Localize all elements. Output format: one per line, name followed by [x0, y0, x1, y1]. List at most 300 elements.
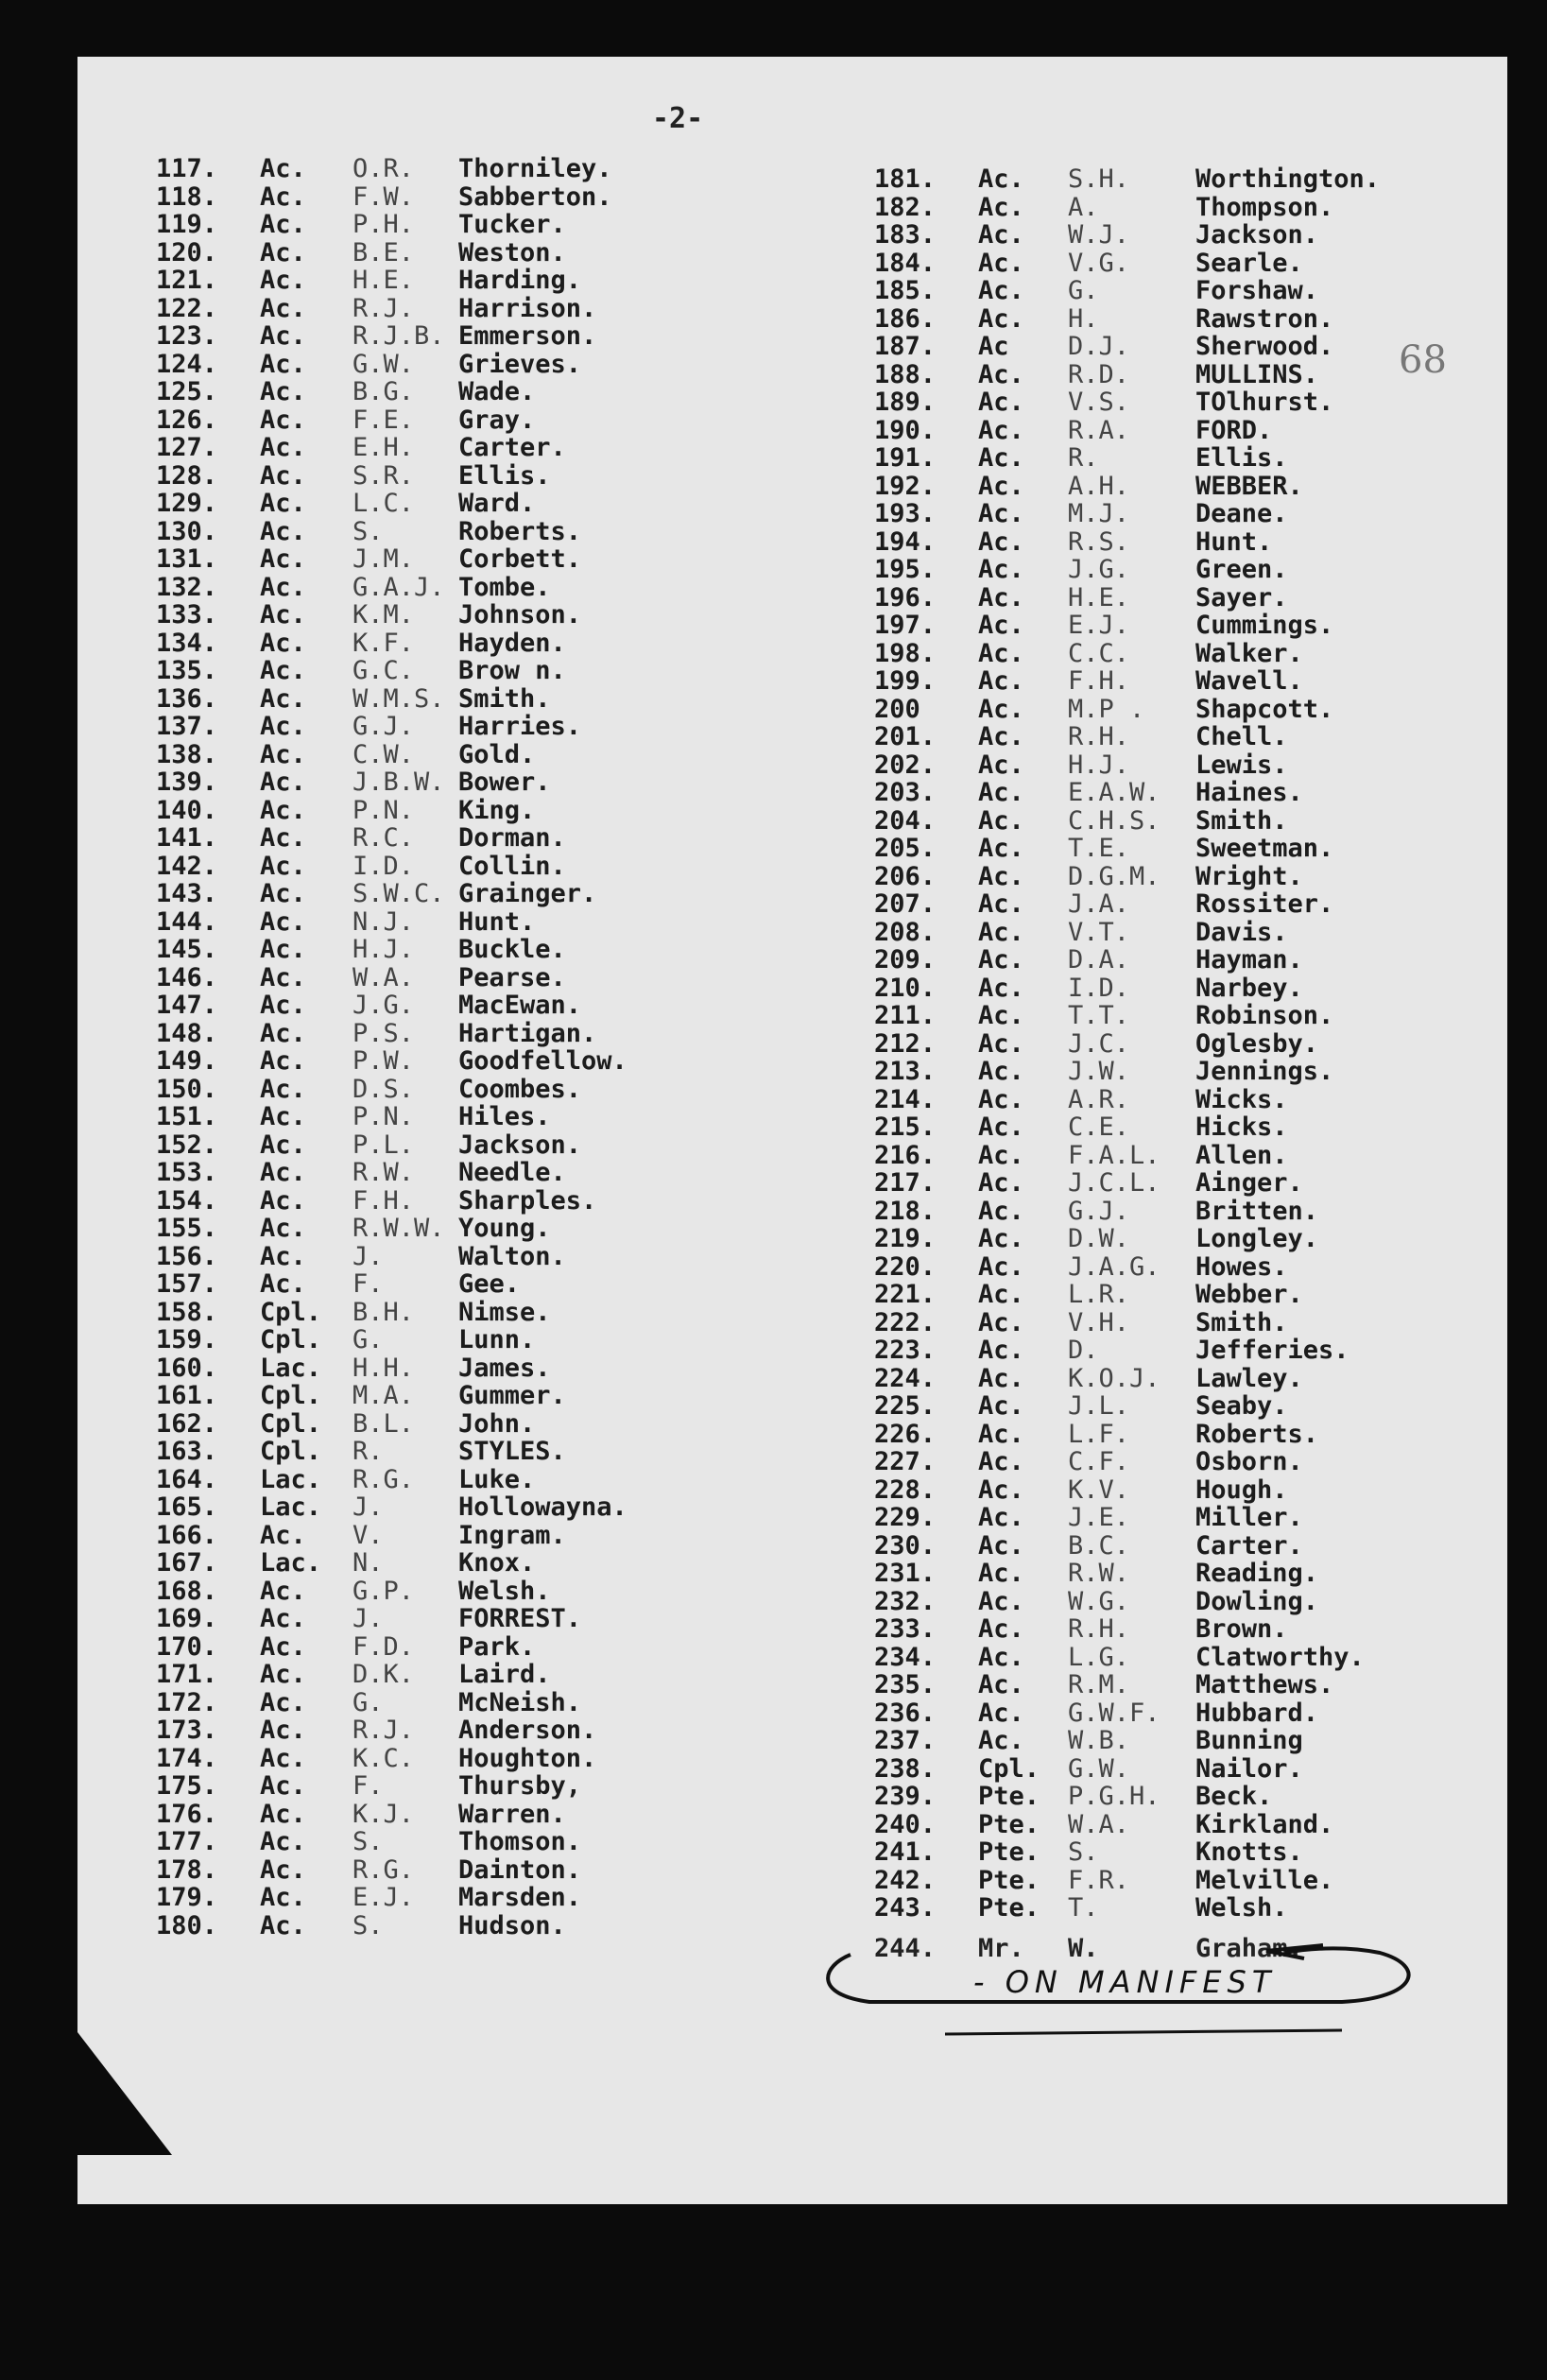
roster-name: Welsh.	[1195, 1893, 1288, 1923]
roster-init: K.F.	[352, 628, 415, 658]
roster-name: Hunt.	[458, 906, 536, 937]
roster-name: Oglesby.	[1195, 1028, 1319, 1059]
struck-rank: Mr.	[978, 1934, 1024, 1963]
roster-num: 120.	[156, 237, 218, 267]
roster-init: R.H.	[1068, 722, 1130, 751]
roster-rank: Ac.	[260, 1631, 306, 1662]
roster-init: S.	[352, 1910, 384, 1940]
roster-name: Sweetman.	[1195, 834, 1334, 863]
roster-name: Dainton.	[458, 1854, 582, 1885]
roster-rank: Ac.	[260, 1102, 306, 1131]
roster-name: Lawley.	[1195, 1363, 1303, 1393]
roster-rank: Pte.	[978, 1809, 1040, 1839]
roster-rank: Ac.	[260, 377, 306, 406]
roster-name: Nailor.	[1195, 1753, 1303, 1784]
roster-init: G.	[1068, 276, 1099, 305]
roster-num: 117.	[156, 154, 218, 183]
roster-name: Grieves.	[458, 349, 582, 379]
roster-name: Hudson.	[458, 1910, 566, 1940]
roster-name: Forshaw.	[1195, 276, 1319, 305]
roster-num: 215.	[874, 1112, 937, 1142]
roster-name: Gold.	[458, 739, 536, 769]
roster-init: W.M.S.	[352, 683, 445, 714]
roster-num: 239.	[874, 1782, 937, 1811]
roster-rank: Ac.	[260, 1660, 306, 1689]
roster-rank: Ac.	[260, 544, 306, 574]
struck-name: Graham.	[1195, 1934, 1303, 1963]
roster-init: W.B.	[1068, 1726, 1130, 1755]
roster-name: FORD.	[1195, 415, 1273, 445]
roster-init: A.	[1068, 192, 1099, 222]
roster-name: Seaby.	[1195, 1391, 1288, 1421]
roster-num: 196.	[874, 582, 937, 612]
roster-rank: Lac.	[260, 1492, 322, 1522]
roster-rank: Ac.	[260, 1158, 306, 1187]
roster-rank: Ac.	[260, 1018, 306, 1048]
roster-name: Smith.	[1195, 805, 1288, 836]
roster-name: Ellis.	[1195, 443, 1288, 473]
roster-rank: Cpl.	[978, 1753, 1040, 1784]
roster-rank: Cpl.	[260, 1325, 322, 1354]
roster-num: 218.	[874, 1196, 937, 1226]
roster-name: Bower.	[458, 767, 551, 797]
roster-init: J.W.	[1068, 1057, 1130, 1086]
roster-init: C.F.	[1068, 1447, 1130, 1476]
roster-rank: Ac.	[978, 889, 1024, 919]
roster-num: 242.	[874, 1865, 937, 1895]
roster-rank: Ac.	[978, 1726, 1024, 1755]
roster-rank: Ac.	[978, 1336, 1024, 1365]
roster-name: Corbett.	[458, 544, 582, 574]
roster-name: Rossiter.	[1195, 889, 1334, 919]
roster-name: Chell.	[1195, 722, 1288, 751]
roster-init: L.R.	[1068, 1280, 1130, 1309]
roster-init: G.W.	[1068, 1753, 1130, 1784]
roster-init: R.M.	[1068, 1670, 1130, 1699]
roster-init: F.	[352, 1269, 384, 1299]
roster-rank: Ac.	[260, 321, 306, 351]
roster-init: J.A.	[1068, 889, 1130, 919]
roster-rank: Ac.	[260, 266, 306, 295]
roster-rank: Ac.	[978, 248, 1024, 278]
roster-init: R.D.	[1068, 359, 1130, 389]
roster-num: 200	[874, 694, 920, 724]
roster-init: G.	[352, 1687, 384, 1717]
roster-rank: Ac.	[260, 879, 306, 908]
roster-init: R.S.	[1068, 526, 1130, 557]
roster-init: K.M.	[352, 600, 415, 629]
roster-num: 208.	[874, 917, 937, 947]
roster-name: Hiles.	[458, 1102, 551, 1131]
roster-num: 157.	[156, 1269, 218, 1299]
roster-rank: Ac.	[260, 1046, 306, 1076]
roster-rank: Ac.	[978, 945, 1024, 974]
roster-name: Miller.	[1195, 1503, 1303, 1532]
roster-init: C.E.	[1068, 1112, 1130, 1142]
roster-init: R.J.	[352, 1716, 415, 1745]
roster-name: Brown.	[1195, 1614, 1288, 1644]
roster-rank: Ac.	[978, 1698, 1024, 1728]
roster-name: King.	[458, 795, 536, 825]
roster-rank: Ac.	[978, 1057, 1024, 1086]
roster-rank: Ac.	[978, 917, 1024, 947]
roster-num: 139.	[156, 767, 218, 797]
roster-init: J.E.	[1068, 1503, 1130, 1532]
roster-init: F.D.	[352, 1631, 415, 1662]
roster-num: 138.	[156, 739, 218, 769]
roster-name: Hayden.	[458, 628, 566, 658]
roster-num: 159.	[156, 1325, 218, 1354]
roster-num: 225.	[874, 1391, 937, 1421]
roster-num: 183.	[874, 220, 937, 250]
roster-rank: Ac.	[978, 359, 1024, 389]
roster-name: Houghton.	[458, 1743, 597, 1773]
roster-rank: Ac.	[978, 973, 1024, 1003]
roster-rank: Ac.	[978, 666, 1024, 696]
roster-num: 130.	[156, 516, 218, 546]
roster-name: Jennings.	[1195, 1057, 1334, 1086]
roster-num: 127.	[156, 433, 218, 462]
roster-init: K.O.J.	[1068, 1363, 1160, 1393]
roster-name: Worthington.	[1195, 164, 1381, 194]
roster-rank: Lac.	[260, 1464, 322, 1494]
roster-name: Howes.	[1195, 1251, 1288, 1282]
roster-name: Gee.	[458, 1269, 521, 1299]
roster-name: Green.	[1195, 555, 1288, 584]
roster-num: 243.	[874, 1893, 937, 1923]
roster-num: 203.	[874, 778, 937, 807]
roster-name: Tombe.	[458, 572, 551, 602]
roster-name: Hayman.	[1195, 945, 1303, 974]
roster-init: D.G.M.	[1068, 861, 1160, 891]
roster-name: Tucker.	[458, 210, 566, 239]
roster-rank: Ac.	[978, 526, 1024, 557]
roster-num: 150.	[156, 1074, 218, 1104]
roster-init: G.A.J.	[352, 572, 445, 602]
roster-init: B.C.	[1068, 1530, 1130, 1561]
roster-rank: Ac.	[260, 823, 306, 853]
roster-num: 137.	[156, 712, 218, 741]
roster-num: 241.	[874, 1837, 937, 1867]
roster-rank: Ac.	[978, 1475, 1024, 1505]
roster-init: P.G.H.	[1068, 1782, 1160, 1811]
roster-init: H.E.	[352, 266, 415, 295]
roster-rank: Ac.	[260, 433, 306, 462]
roster-num: 131.	[156, 544, 218, 574]
roster-init: L.F.	[1068, 1419, 1130, 1449]
roster-num: 187.	[874, 332, 937, 361]
roster-init: R.J.	[352, 293, 415, 323]
roster-rank: Ac.	[978, 555, 1024, 584]
roster-rank: Ac.	[260, 293, 306, 323]
roster-num: 162.	[156, 1408, 218, 1439]
roster-init: R.C.	[352, 823, 415, 853]
roster-name: Hough.	[1195, 1475, 1288, 1505]
roster-rank: Ac.	[978, 220, 1024, 250]
roster-num: 238.	[874, 1753, 937, 1784]
roster-init: D.K.	[352, 1660, 415, 1689]
roster-rank: Ac.	[260, 181, 306, 212]
roster-rank: Ac.	[260, 154, 306, 183]
roster-num: 194.	[874, 526, 937, 557]
roster-rank: Ac.	[260, 683, 306, 714]
roster-rank: Ac.	[260, 1130, 306, 1160]
roster-num: 178.	[156, 1854, 218, 1885]
roster-name: MULLINS.	[1195, 359, 1319, 389]
roster-num: 170.	[156, 1631, 218, 1662]
roster-rank: Ac.	[260, 795, 306, 825]
roster-rank: Ac.	[978, 1251, 1024, 1282]
roster-num: 122.	[156, 293, 218, 323]
roster-num: 229.	[874, 1503, 937, 1532]
roster-rank: Ac.	[260, 1687, 306, 1717]
roster-rank: Ac.	[260, 349, 306, 379]
roster-init: B.E.	[352, 237, 415, 267]
roster-num: 169.	[156, 1604, 218, 1633]
roster-num: 177.	[156, 1827, 218, 1856]
roster-rank: Ac.	[978, 192, 1024, 222]
roster-name: Gray.	[458, 405, 536, 435]
roster-name: Walton.	[458, 1241, 566, 1271]
roster-rank: Ac.	[260, 767, 306, 797]
roster-name: Dowling.	[1195, 1586, 1319, 1616]
roster-num: 165.	[156, 1492, 218, 1522]
roster-name: Wicks.	[1195, 1084, 1288, 1114]
roster-init: L.C.	[352, 489, 415, 518]
struck-num: 244.	[874, 1934, 937, 1963]
roster-num: 189.	[874, 388, 937, 417]
roster-name: STYLES.	[458, 1437, 566, 1466]
roster-num: 197.	[874, 611, 937, 640]
roster-name: Ward.	[458, 489, 536, 518]
roster-rank: Ac.	[260, 991, 306, 1020]
roster-rank: Ac.	[978, 1168, 1024, 1198]
roster-name: Sharples.	[458, 1185, 597, 1216]
roster-name: Ainger.	[1195, 1168, 1303, 1198]
roster-init: G.C.	[352, 656, 415, 685]
roster-rank: Ac.	[978, 415, 1024, 445]
roster-init: S.R.	[352, 460, 415, 491]
roster-name: Sayer.	[1195, 582, 1288, 612]
roster-init: A.H.	[1068, 471, 1130, 501]
roster-num: 234.	[874, 1642, 937, 1672]
roster-rank: Ac.	[978, 499, 1024, 528]
roster-num: 191.	[874, 443, 937, 473]
roster-rank: Ac.	[260, 1074, 306, 1104]
roster-rank: Ac.	[260, 600, 306, 629]
roster-init: W.G.	[1068, 1586, 1130, 1616]
roster-rank: Ac	[978, 332, 1009, 361]
roster-rank: Ac.	[978, 443, 1024, 473]
roster-init: C.W.	[352, 739, 415, 769]
roster-name: Gummer.	[458, 1381, 566, 1410]
roster-init: P.N.	[352, 1102, 415, 1131]
roster-name: Longley.	[1195, 1224, 1319, 1253]
roster-num: 176.	[156, 1799, 218, 1829]
roster-num: 237.	[874, 1726, 937, 1755]
roster-name: Ingram.	[458, 1520, 566, 1550]
roster-num: 226.	[874, 1419, 937, 1449]
roster-init: R.W.	[1068, 1559, 1130, 1588]
roster-name: Hartigan.	[458, 1018, 597, 1048]
roster-name: Matthews.	[1195, 1670, 1334, 1699]
roster-init: G.J.	[1068, 1196, 1130, 1226]
roster-rank: Ac.	[260, 489, 306, 518]
roster-init: P.H.	[352, 210, 415, 239]
roster-init: I.D.	[1068, 973, 1130, 1003]
roster-num: 146.	[156, 962, 218, 992]
roster-init: D.W.	[1068, 1224, 1130, 1253]
roster-init: D.J.	[1068, 332, 1130, 361]
roster-init: S.	[352, 516, 384, 546]
roster-rank: Ac.	[978, 1530, 1024, 1561]
roster-num: 174.	[156, 1743, 218, 1773]
roster-init: J.	[352, 1492, 384, 1522]
roster-rank: Ac.	[260, 1185, 306, 1216]
roster-name: Reading.	[1195, 1559, 1319, 1588]
roster-num: 222.	[874, 1307, 937, 1337]
roster-rank: Ac.	[978, 750, 1024, 780]
roster-name: Sabberton.	[458, 181, 612, 212]
roster-rank: Ac.	[978, 861, 1024, 891]
roster-num: 206.	[874, 861, 937, 891]
roster-init: O.R.	[352, 154, 415, 183]
roster-rank: Ac.	[978, 1391, 1024, 1421]
roster-init: P.W.	[352, 1046, 415, 1076]
roster-num: 192.	[874, 471, 937, 501]
roster-num: 154.	[156, 1185, 218, 1216]
roster-num: 232.	[874, 1586, 937, 1616]
roster-num: 207.	[874, 889, 937, 919]
roster-name: McNeish.	[458, 1687, 582, 1717]
roster-name: Welsh.	[458, 1576, 551, 1606]
roster-num: 211.	[874, 1001, 937, 1030]
roster-num: 184.	[874, 248, 937, 278]
roster-name: Rawstron.	[1195, 303, 1334, 334]
roster-num: 148.	[156, 1018, 218, 1048]
roster-num: 212.	[874, 1028, 937, 1059]
roster-num: 173.	[156, 1716, 218, 1745]
roster-rank: Lac.	[260, 1548, 322, 1578]
roster-num: 129.	[156, 489, 218, 518]
roster-rank: Ac.	[978, 582, 1024, 612]
roster-init: I.D.	[352, 851, 415, 881]
roster-name: Roberts.	[1195, 1419, 1319, 1449]
roster-rank: Ac.	[978, 1614, 1024, 1644]
roster-name: Thorniley.	[458, 154, 612, 183]
roster-rank: Ac.	[978, 1140, 1024, 1170]
roster-init: J.C.	[1068, 1028, 1130, 1059]
roster-name: Harding.	[458, 266, 582, 295]
roster-num: 233.	[874, 1614, 937, 1644]
roster-num: 132.	[156, 572, 218, 602]
roster-rank: Ac.	[978, 1084, 1024, 1114]
roster-rank: Ac.	[260, 460, 306, 491]
roster-init: F.	[352, 1771, 384, 1801]
roster-num: 231.	[874, 1559, 937, 1588]
roster-name: Wade.	[458, 377, 536, 406]
roster-name: Warren.	[458, 1799, 566, 1829]
roster-num: 167.	[156, 1548, 218, 1578]
roster-init: T.	[1068, 1893, 1099, 1923]
roster-init: J.L.	[1068, 1391, 1130, 1421]
roster-init: G.W.F.	[1068, 1698, 1160, 1728]
margin-annotation: 68	[1399, 338, 1447, 382]
roster-init: J.B.W.	[352, 767, 445, 797]
roster-num: 201.	[874, 722, 937, 751]
roster-init: C.C.	[1068, 638, 1130, 668]
roster-init: W.A.	[1068, 1809, 1130, 1839]
roster-num: 143.	[156, 879, 218, 908]
roster-rank: Ac.	[978, 1447, 1024, 1476]
roster-init: K.J.	[352, 1799, 415, 1829]
roster-rank: Ac.	[978, 638, 1024, 668]
roster-rank: Ac.	[978, 1419, 1024, 1449]
roster-num: 156.	[156, 1241, 218, 1271]
roster-init: J.A.G.	[1068, 1251, 1160, 1282]
roster-rank: Ac.	[260, 1241, 306, 1271]
roster-init: E.A.W.	[1068, 778, 1160, 807]
roster-rank: Ac.	[260, 851, 306, 881]
roster-rank: Pte.	[978, 1893, 1040, 1923]
roster-name: Osborn.	[1195, 1447, 1303, 1476]
roster-init: G.J.	[352, 712, 415, 741]
roster-num: 205.	[874, 834, 937, 863]
roster-name: MacEwan.	[458, 991, 582, 1020]
roster-name: Searle.	[1195, 248, 1303, 278]
roster-init: P.L.	[352, 1130, 415, 1160]
roster-init: V.T.	[1068, 917, 1130, 947]
roster-rank: Ac.	[978, 722, 1024, 751]
roster-rank: Ac.	[260, 1604, 306, 1633]
roster-name: Shapcott.	[1195, 694, 1334, 724]
roster-name: Jackson.	[458, 1130, 582, 1160]
roster-name: James.	[458, 1353, 551, 1383]
roster-name: Carter.	[458, 433, 566, 462]
roster-init: S.	[1068, 1837, 1099, 1867]
roster-rank: Ac.	[978, 1028, 1024, 1059]
roster-rank: Ac.	[260, 1520, 306, 1550]
roster-name: Goodfellow.	[458, 1046, 627, 1076]
roster-rank: Pte.	[978, 1865, 1040, 1895]
roster-name: Knotts.	[1195, 1837, 1303, 1867]
roster-num: 172.	[156, 1687, 218, 1717]
roster-num: 180.	[156, 1910, 218, 1940]
roster-num: 228.	[874, 1475, 937, 1505]
roster-name: Hicks.	[1195, 1112, 1288, 1142]
roster-init: N.J.	[352, 906, 415, 937]
roster-rank: Ac.	[260, 739, 306, 769]
roster-init: W.J.	[1068, 220, 1130, 250]
roster-rank: Ac.	[260, 1214, 306, 1243]
roster-num: 149.	[156, 1046, 218, 1076]
roster-init: J.G.	[1068, 555, 1130, 584]
roster-rank: Ac.	[978, 1112, 1024, 1142]
roster-name: Walker.	[1195, 638, 1303, 668]
roster-name: Cummings.	[1195, 611, 1334, 640]
roster-name: Wavell.	[1195, 666, 1303, 696]
roster-rank: Ac.	[978, 1642, 1024, 1672]
roster-init: E.J.	[1068, 611, 1130, 640]
roster-rank: Ac.	[260, 906, 306, 937]
roster-rank: Ac.	[260, 405, 306, 435]
roster-rank: Ac.	[978, 611, 1024, 640]
roster-init: K.C.	[352, 1743, 415, 1773]
roster-rank: Ac.	[978, 164, 1024, 194]
roster-init: M.P .	[1068, 694, 1145, 724]
roster-name: Coombes.	[458, 1074, 582, 1104]
roster-init: G.W.	[352, 349, 415, 379]
